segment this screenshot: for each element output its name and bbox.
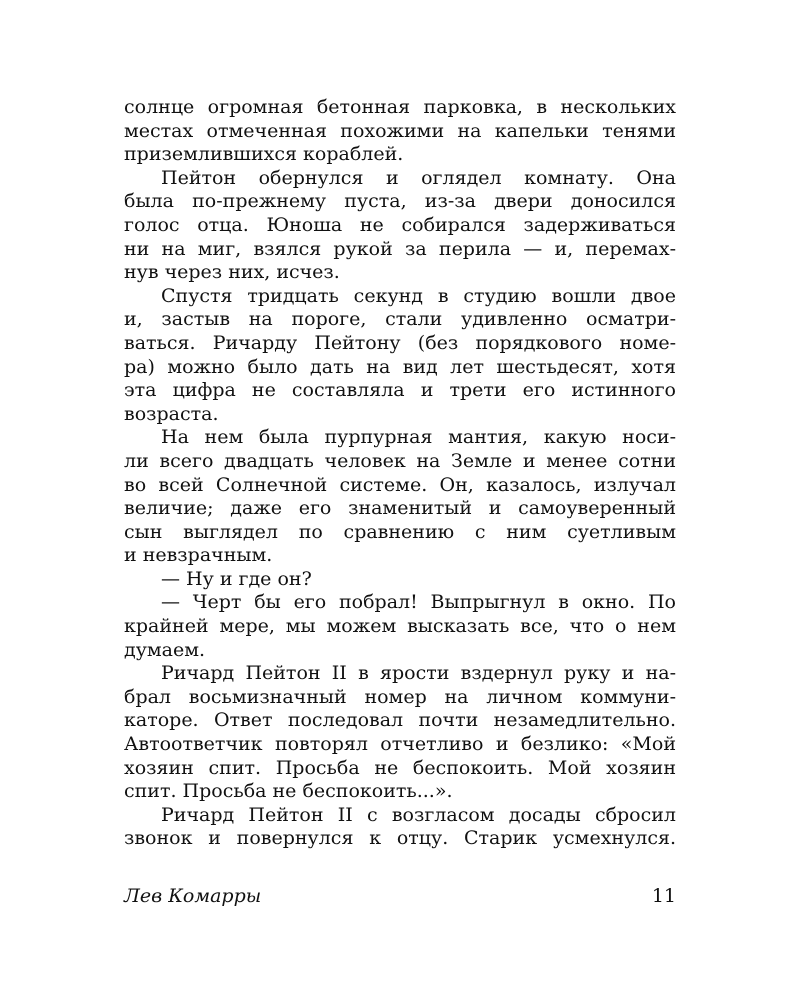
text-line: приземлившихся кораблей. [124, 143, 404, 166]
text-line: думаем. [124, 638, 206, 661]
text-line: была по-прежнему пуста, из-за двери доносился [124, 190, 676, 213]
text-line: местах отмеченная похожими на капельки тенями [124, 119, 676, 142]
text-line: ни на миг, взялся рукой за перила — и, перемах- [124, 237, 676, 260]
text-line: Ричард Пейтон II в ярости вздернул руку и на- [161, 662, 676, 685]
text-line: крайней мере, мы можем высказать все, что о нем [124, 615, 676, 638]
text-line: брал восьмизначный номер на личном коммуни- [124, 685, 676, 708]
text-line: ра) можно было дать на вид лет шестьдесят, хотя [124, 355, 676, 378]
running-footer-author: Лев Комарры [124, 885, 262, 907]
text-line: Пейтон обернулся и оглядел комнату. Она [161, 166, 676, 189]
text-line: солнце огромная бетонная парковка, в нескольких [124, 96, 676, 118]
text-line: Спустя тридцать секунд в студию вошли двое [161, 284, 676, 307]
page-footer [124, 885, 676, 911]
text-line: эта цифра не составляла и трети его истинного [124, 379, 676, 402]
text-line: сын выглядел по сравнению с ним суетливым [124, 520, 676, 543]
text-line: — Ну и где он? [161, 567, 312, 590]
text-line: звонок и повернулся к отцу. Старик усмехнулся. [124, 827, 676, 850]
text-line: возраста. [124, 402, 219, 425]
text-line: величие; даже его знаменитый и самоуверенный [124, 497, 676, 520]
text-line: и невзрачным. [124, 544, 273, 567]
text-line: Автоответчик повторял отчетливо и безлико: «Мой [124, 733, 676, 756]
page-number: 11 [651, 885, 676, 907]
page-body-text [124, 96, 676, 851]
text-line: спит. Просьба не беспокоить...». [124, 780, 453, 803]
text-line: хозяин спит. Просьба не беспокоить. Мой хозяин [124, 756, 676, 779]
text-line: каторе. Ответ последовал почти незамедлительно. [124, 709, 676, 732]
text-line: На нем была пурпурная мантия, какую носи- [161, 426, 676, 449]
text-line: голос отца. Юноша не собирался задерживаться [124, 213, 676, 236]
text-line: и, застыв на пороге, стали удивленно осматри- [124, 308, 676, 331]
text-line: Ричард Пейтон II с возгласом досады сбросил [161, 803, 676, 826]
text-line: нув через них, исчез. [124, 261, 340, 284]
text-line: — Черт бы его побрал! Выпрыгнул в окно. По [161, 591, 676, 614]
text-line: во всей Солнечной системе. Он, казалось, излучал [124, 473, 676, 496]
text-line: ли всего двадцать человек на Земле и менее сотни [124, 449, 676, 472]
text-line: ваться. Ричарду Пейтону (без порядкового номе- [124, 331, 676, 354]
